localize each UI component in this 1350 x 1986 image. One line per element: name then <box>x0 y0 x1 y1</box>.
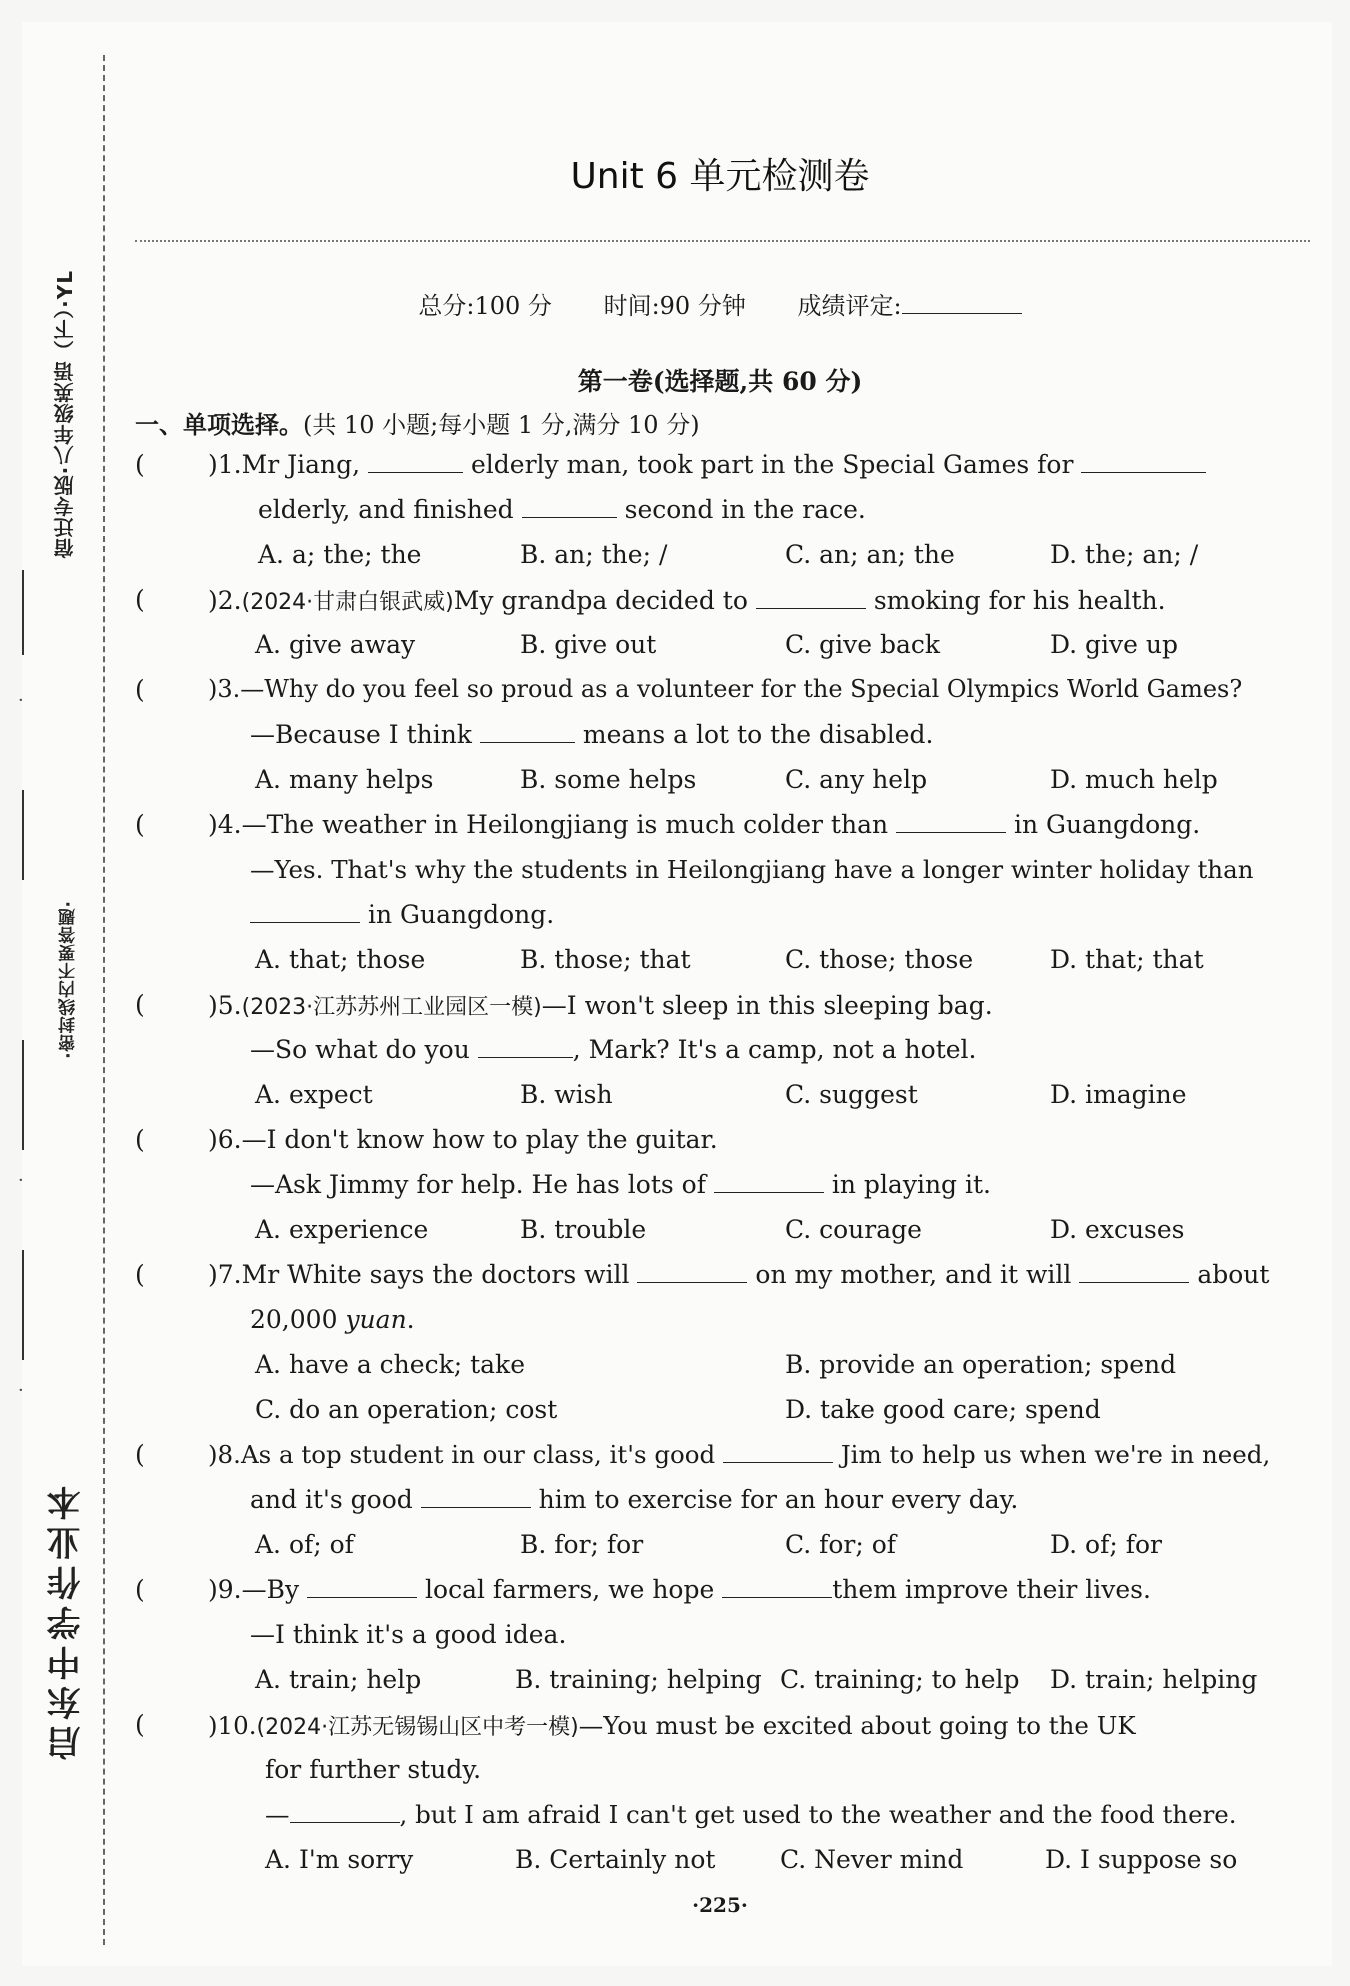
question-10-line3: — , but I am afraid I can't get used to the weather and the food there. <box>265 1800 1237 1829</box>
answer-paren[interactable]: ( <box>135 1260 145 1289</box>
binding-solid-line <box>22 570 24 655</box>
option[interactable]: C. courage <box>785 1215 922 1244</box>
binding-dot: · <box>18 690 24 711</box>
option[interactable]: A. give away <box>255 630 416 659</box>
question-6-line2: —Ask Jimmy for help. He has lots of in playing it. <box>250 1170 991 1199</box>
answer-blank[interactable] <box>1081 450 1206 473</box>
option[interactable]: D. much help <box>1050 765 1218 794</box>
answer-blank[interactable] <box>722 1575 832 1598</box>
option[interactable]: A. have a check; take <box>255 1350 525 1379</box>
option[interactable]: A. expect <box>255 1080 373 1109</box>
answer-blank[interactable] <box>250 900 360 923</box>
option[interactable]: C. an; an; the <box>785 540 955 569</box>
option[interactable]: B. wish <box>520 1080 613 1109</box>
part-title: 第一卷(选择题,共 60 分) <box>577 367 863 396</box>
question-9-line2: —I think it's a good idea. <box>250 1620 567 1649</box>
option[interactable]: C. any help <box>785 765 928 794</box>
question-8-line2: and it's good him to exercise for an hour every day. <box>250 1485 1019 1514</box>
option[interactable]: A. a; the; the <box>258 540 422 569</box>
section-title: 一、单项选择。(共 10 小题;每小题 1 分,满分 10 分) <box>135 410 700 439</box>
option[interactable]: C. give back <box>785 630 941 659</box>
option[interactable]: A. many helps <box>255 765 434 794</box>
option[interactable]: A. train; help <box>255 1665 422 1694</box>
option[interactable]: D. train; helping <box>1050 1665 1258 1694</box>
question-4-line2: —Yes. That's why the students in Heilongjiang have a longer winter holiday than <box>250 855 1254 884</box>
answer-paren[interactable]: ( <box>135 1575 145 1604</box>
option[interactable]: A. that; those <box>255 945 426 974</box>
question-7: )7.Mr White says the doctors will on my mother, and it will about <box>208 1260 1270 1289</box>
option[interactable]: A. I'm sorry <box>265 1845 414 1874</box>
question-4-line3: in Guangdong. <box>250 900 554 929</box>
binding-dashed-line <box>103 55 105 1945</box>
side-seal-notice: ·密封线内不要答题· <box>59 900 79 1059</box>
option[interactable]: D. the; an; / <box>1050 540 1199 569</box>
question-7-line2: 20,000 yuan. <box>250 1305 415 1334</box>
answer-paren[interactable]: ( <box>135 675 145 704</box>
answer-blank[interactable] <box>480 720 575 743</box>
option[interactable]: A. experience <box>255 1215 429 1244</box>
binding-dot: · <box>18 1170 24 1191</box>
answer-paren[interactable]: ( <box>135 1710 145 1739</box>
question-5: )5.(2023·江苏苏州工业园区一模)—I won't sleep in this sleeping bag. <box>208 991 993 1020</box>
answer-paren[interactable]: ( <box>135 1440 145 1469</box>
question-8: )8.As a top student in our class, it's good Jim to help us when we're in need, <box>208 1440 1271 1469</box>
answer-blank[interactable] <box>1079 1260 1189 1283</box>
option[interactable]: D. take good care; spend <box>785 1395 1101 1424</box>
question-1: )1.Mr Jiang, elderly man, took part in the Special Games for <box>208 450 1206 479</box>
question-9: )9.—By local farmers, we hope them improve their lives. <box>208 1575 1151 1604</box>
option[interactable]: B. trouble <box>520 1215 647 1244</box>
binding-solid-line <box>22 790 24 880</box>
time-limit: 时间:90 分钟 <box>603 292 746 320</box>
grade-blank[interactable] <box>902 313 1022 314</box>
side-book-title: 启东中学作业本 <box>47 1480 87 1760</box>
answer-paren[interactable]: ( <box>135 450 145 479</box>
option[interactable]: D. excuses <box>1050 1215 1185 1244</box>
answer-blank[interactable] <box>478 1035 573 1058</box>
answer-paren[interactable]: ( <box>135 810 145 839</box>
answer-paren[interactable]: ( <box>135 1125 145 1154</box>
answer-blank[interactable] <box>637 1260 747 1283</box>
option[interactable]: B. some helps <box>520 765 697 794</box>
option[interactable]: C. training; to help <box>780 1665 1020 1694</box>
binding-solid-line <box>22 1250 24 1360</box>
option[interactable]: D. of; for <box>1050 1530 1162 1559</box>
question-6: )6.—I don't know how to play the guitar. <box>208 1125 718 1154</box>
option[interactable]: C. for; of <box>785 1530 897 1559</box>
option[interactable]: B. Certainly not <box>515 1845 716 1874</box>
answer-blank[interactable] <box>307 1575 417 1598</box>
question-3-line2: —Because I think means a lot to the disabled. <box>250 720 934 749</box>
binding-solid-line <box>22 1040 24 1150</box>
total-score: 总分:100 分 <box>418 292 552 320</box>
title-divider <box>135 240 1310 242</box>
option[interactable]: B. for; for <box>520 1530 644 1559</box>
page-number: ·225· <box>692 1893 748 1917</box>
answer-paren[interactable]: ( <box>135 990 145 1019</box>
answer-blank[interactable] <box>368 450 463 473</box>
binding-dot: · <box>18 1380 24 1401</box>
answer-paren[interactable]: ( <box>135 585 145 614</box>
answer-blank[interactable] <box>290 1800 400 1823</box>
option[interactable]: B. training; helping <box>515 1665 762 1694</box>
answer-blank[interactable] <box>714 1170 824 1193</box>
option[interactable]: D. imagine <box>1050 1080 1187 1109</box>
option[interactable]: C. those; those <box>785 945 974 974</box>
option[interactable]: D. give up <box>1050 630 1179 659</box>
option[interactable]: C. do an operation; cost <box>255 1395 558 1424</box>
answer-blank[interactable] <box>421 1485 531 1508</box>
option[interactable]: B. those; that <box>520 945 691 974</box>
question-10-line2: for further study. <box>265 1755 482 1784</box>
option[interactable]: B. give out <box>520 630 657 659</box>
option[interactable]: A. of; of <box>255 1530 354 1559</box>
question-10: )10.(2024·江苏无锡锡山区中考一模)—You must be excited about going to the UK <box>208 1711 1136 1740</box>
option[interactable]: C. suggest <box>785 1080 918 1109</box>
grade-label: 成绩评定: <box>797 292 1021 320</box>
question-1-line2: elderly, and finished second in the race. <box>258 495 866 524</box>
question-5-line2: —So what do you , Mark? It's a camp, not a hotel. <box>250 1035 977 1064</box>
score-info <box>130 286 1310 321</box>
answer-blank[interactable] <box>723 1440 833 1463</box>
question-3: )3.—Why do you feel so proud as a volunteer for the Special Olympics World Games? <box>208 675 1243 703</box>
option[interactable]: D. I suppose so <box>1045 1845 1238 1874</box>
option[interactable]: B. provide an operation; spend <box>785 1350 1177 1379</box>
question-4: )4.—The weather in Heilongjiang is much colder than in Guangdong. <box>208 810 1201 839</box>
answer-blank[interactable] <box>522 495 617 518</box>
answer-blank[interactable] <box>756 586 866 609</box>
side-series-label: 宿迁专版·八年级英语（下）·YL <box>53 270 77 559</box>
page-title: Unit 6 单元检测卷 <box>570 156 870 197</box>
answer-blank[interactable] <box>896 810 1006 833</box>
option[interactable]: B. an; the; / <box>520 540 668 569</box>
option[interactable]: C. Never mind <box>780 1845 964 1874</box>
option[interactable]: D. that; that <box>1050 945 1204 974</box>
question-2: )2.(2024·甘肃白银武威)My grandpa decided to smoking for his health. <box>208 586 1166 615</box>
